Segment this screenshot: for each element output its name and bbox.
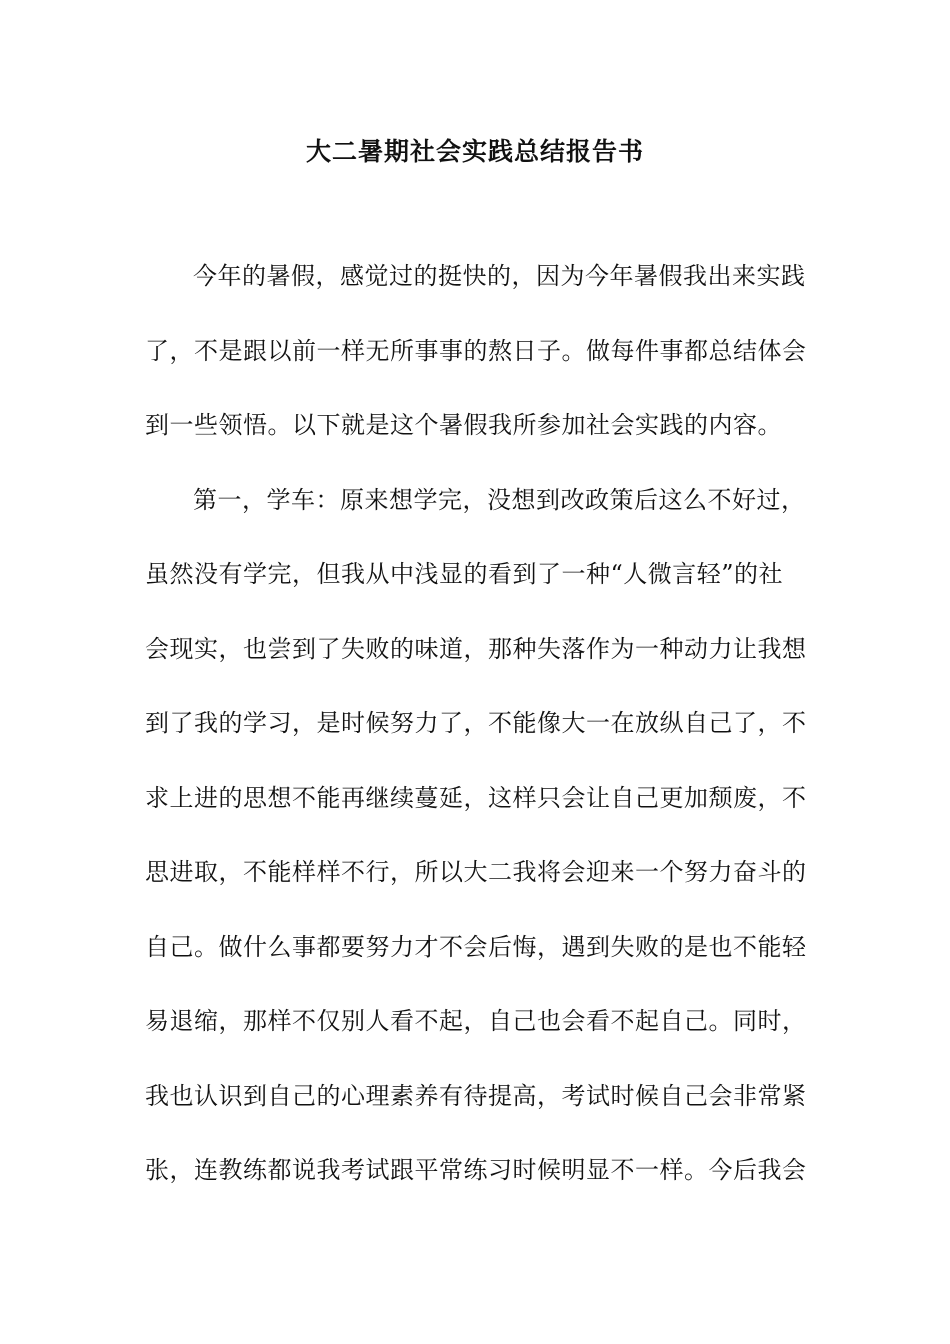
- paragraph-1-line-3: 到一些领悟。以下就是这个暑假我所参加社会实践的内容。: [145, 411, 782, 439]
- paragraph-2-line-4: 到了我的学习，是时候努力了，不能像大一在放纵自己了，不: [145, 709, 807, 737]
- paragraph-2-line-6: 思进取，不能样样不行，所以大二我将会迎来一个努力奋斗的: [145, 858, 807, 886]
- paragraph-2-line-9: 我也认识到自己的心理素养有待提高，考试时候自己会非常紧: [145, 1081, 807, 1110]
- paragraph-1-line-1: 今年的暑假，感觉过的挺快的，因为今年暑假我出来实践: [193, 262, 806, 290]
- paragraph-1-line-2: 了，不是跟以前一样无所事事的熬日子。做每件事都总结体会: [145, 336, 807, 365]
- paragraph-2-line-7: 自己。做什么事都要努力才不会后悔，遇到失败的是也不能轻: [145, 932, 807, 961]
- paragraph-2-line-10: 张，连教练都说我考试跟平常练习时候明显不一样。今后我会: [145, 1156, 807, 1184]
- paragraph-2-line-1: 第一，学车：原来想学完，没想到改政策后这么不好过，: [193, 485, 806, 514]
- document-title: 大二暑期社会实践总结报告书: [305, 137, 644, 166]
- document-body: [145, 252, 805, 1221]
- paragraph-2-line-3: 会现实，也尝到了失败的味道，那种失落作为一种动力让我想: [145, 634, 807, 663]
- paragraph-2-line-5: 求上进的思想不能再继续蔓延，这样只会让自己更加颓废，不: [145, 783, 807, 812]
- paragraph-2-line-8: 易退缩，那样不仅别人看不起，自己也会看不起自己。同时，: [145, 1007, 807, 1035]
- paragraph-2-line-2: 虽然没有学完，但我从中浅显的看到了一种“人微言轻”的社: [145, 560, 784, 588]
